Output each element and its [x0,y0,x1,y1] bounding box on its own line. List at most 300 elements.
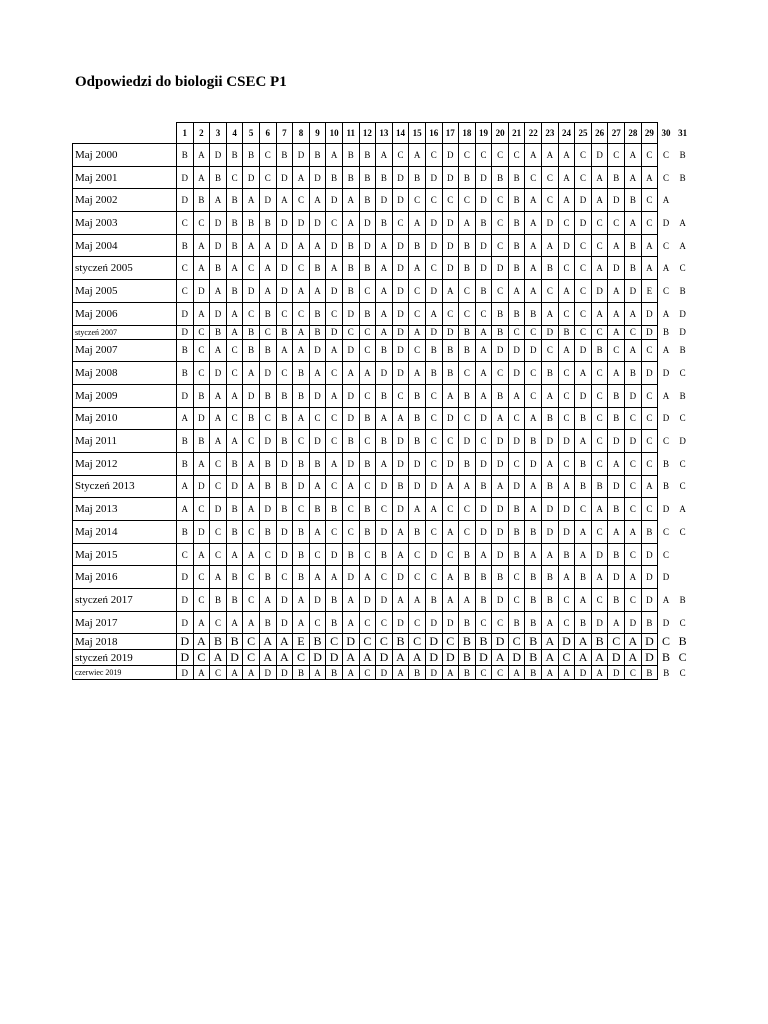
answer-cell: D [342,407,359,430]
answer-cell: A [226,543,243,566]
question-number: 2 [193,123,210,144]
answer-cell: B [508,521,525,544]
answer-cell: D [558,498,575,521]
answer-cell: D [392,257,409,280]
answer-cell: A [575,362,592,385]
answer-cell: D [210,212,227,235]
answer-cell: D [508,430,525,453]
header-corner [73,123,177,144]
answer-cell: A [608,280,625,303]
table-row [73,566,691,589]
answer-cell: A [409,144,426,167]
answer-cell: D [591,543,608,566]
answer-cell: B [226,589,243,612]
answer-cell: A [425,302,442,325]
answer-cell: C [459,407,476,430]
answer-cell: A [525,475,542,498]
question-number: 13 [376,123,393,144]
answer-cell: C [662,634,671,649]
answer-cell: D [641,325,658,339]
answer-cell: C [226,166,243,189]
answer-cell: B [679,172,686,183]
answer-cell: A [259,234,276,257]
answer-cell: D [662,504,670,515]
answer-cell: D [177,611,194,634]
answer-cell: A [508,666,525,680]
answer-cell: A [558,166,575,189]
answer-cell: C [210,611,227,634]
answer-cell: C [679,667,686,678]
answer-cell: A [591,302,608,325]
answer-cell: C [210,452,227,475]
answer-cell: D [475,498,492,521]
answer-cell: C [326,430,343,453]
answer-cell: D [259,189,276,212]
answer-cell: C [409,566,426,589]
answer-cell: B [259,339,276,362]
answer-cell: A [475,339,492,362]
answer-cell: B [542,407,559,430]
answer-cell: D [243,280,260,303]
answer-cell: B [342,257,359,280]
answer-cell: C [459,144,476,167]
answer-cell: B [177,521,194,544]
answer-cell: C [425,452,442,475]
answer-cell: D [492,430,509,453]
answer-cell: C [259,325,276,339]
answer-cell: D [442,611,459,634]
question-number: 12 [359,123,376,144]
answer-cell: B [525,634,542,650]
answer-cell: A [177,475,194,498]
answer-cell: B [326,666,343,680]
answer-cell: B [293,362,310,385]
answer-cell: B [508,302,525,325]
answer-cell: A [442,475,459,498]
answer-cell: C [342,498,359,521]
answer-cell: B [276,475,293,498]
answer-cell: D [492,452,509,475]
answer-cell: B [475,589,492,612]
answer-cell: D [442,452,459,475]
answer-cell: A [558,339,575,362]
answer-cell: A [243,666,260,680]
answer-cell: B [359,452,376,475]
answer-cell: A [625,650,642,666]
answer-cell: B [492,566,509,589]
answer-cell: A [210,407,227,430]
answer-cell: A [376,280,393,303]
question-number: 3 [210,123,227,144]
answer-cell: B [342,543,359,566]
answer-cell: A [591,257,608,280]
answer-cell: C [342,325,359,339]
answer-cell: C [608,339,625,362]
answer-cell: A [542,634,559,650]
answer-cell: C [193,498,210,521]
answer-cell: D [492,521,509,544]
answer-cell: A [542,650,559,666]
table-row [73,430,691,453]
question-number: 27 [608,123,625,144]
answer-cell: C [442,430,459,453]
question-number: 4 [226,123,243,144]
answer-cell: D [276,521,293,544]
answer-cell: C [608,212,625,235]
answer-cell: C [226,407,243,430]
answer-cell: B [525,521,542,544]
answer-cell: B [508,257,525,280]
answer-cell: D [392,166,409,189]
answer-cell: C [425,257,442,280]
answer-cell: D [326,234,343,257]
answer-cell: D [442,407,459,430]
answer-cell: C [558,212,575,235]
answer-cell: C [193,566,210,589]
answer-cell: C [459,280,476,303]
answer-cell: B [641,666,658,680]
answer-cell: A [591,650,608,666]
exam-session-label: Maj 2012 [73,452,177,475]
answer-cell: B [177,362,194,385]
answer-cell: C [342,521,359,544]
answer-cell: C [359,384,376,407]
answer-cell: B [226,280,243,303]
answer-cell: B [508,189,525,212]
answer-cell: B [591,339,608,362]
answer-cell: C [663,436,670,447]
answer-cell: A [210,384,227,407]
answer-cell: A [226,302,243,325]
answer-cell: D [558,521,575,544]
answer-cell: C [409,302,426,325]
answer-cell: C [442,634,459,650]
answer-cell: D [376,362,393,385]
answer-cell: A [591,189,608,212]
answer-cell: D [392,339,409,362]
answer-cell: C [625,475,642,498]
answer-cell: D [392,280,409,303]
answer-cell: D [492,543,509,566]
answer-cell: D [326,543,343,566]
answer-cell: B [591,634,608,650]
answer-cell: B [542,566,559,589]
answer-cell: B [226,566,243,589]
answer-cell: A [342,650,359,666]
answer-cell: B [309,302,326,325]
table-row [73,666,691,680]
answer-cell: A [679,504,686,515]
answer-cell: C [359,611,376,634]
answer-cell: C [525,325,542,339]
answer-cell: A [392,666,409,680]
answer-cell: B [575,566,592,589]
answer-cell: D [492,634,509,650]
answer-cell: B [293,384,310,407]
answer-cell: B [409,407,426,430]
answer-cell: D [425,666,442,680]
answer-cell: C [492,189,509,212]
answer-cell: A [193,166,210,189]
answer-cell: A [591,566,608,589]
answer-cell: D [442,650,459,666]
answer-cell: B [525,666,542,680]
answer-cell: A [442,589,459,612]
answer-cell: D [425,543,442,566]
answer-cell: B [492,325,509,339]
answer-cell: C [508,634,525,650]
answer-cell: C [359,430,376,453]
exam-session-label: Maj 2006 [73,302,177,325]
answer-cell: D [475,234,492,257]
answer-cell: D [442,212,459,235]
question-number: 1 [177,123,194,144]
answer-cell: A [679,240,686,251]
answer-cell: D [193,407,210,430]
answer-cell: A [442,280,459,303]
answer-cell: C [293,498,310,521]
answer-cell: A [625,339,642,362]
answer-cell: C [641,339,658,362]
answer-cell: C [442,189,459,212]
answer-cell: C [276,362,293,385]
answer-cell: A [309,362,326,385]
answer-cell: C [591,212,608,235]
answer-cell: B [508,543,525,566]
answer-cell: D [309,384,326,407]
answer-cell: C [558,384,575,407]
exam-session-label: Maj 2017 [73,611,177,634]
answer-cell: D [475,257,492,280]
answer-cell: C [326,407,343,430]
question-number: 6 [259,123,276,144]
answer-cell: C [475,302,492,325]
answer-cell: A [359,566,376,589]
exam-session-label: Maj 2007 [73,339,177,362]
answer-cell: B [226,634,243,650]
answer-cell: B [525,566,542,589]
table-row [73,280,691,303]
answer-cell: B [679,285,686,296]
answer-cell: A [475,325,492,339]
answer-cell: B [641,611,658,634]
answer-cell: B [376,384,393,407]
answer-cell: B [276,498,293,521]
answer-cell: D [591,280,608,303]
answer-cell: D [342,339,359,362]
answer-cell: D [359,234,376,257]
answer-cell: B [226,498,243,521]
answer-cell: B [293,666,310,680]
answer-cell: A [342,189,359,212]
answer-cell: B [342,280,359,303]
exam-session-label: Maj 2014 [73,521,177,544]
answer-cell: D [508,650,525,666]
answer-cell: D [575,666,592,680]
answer-cell: B [359,407,376,430]
answer-cell: D [425,325,442,339]
answer-cell: B [625,189,642,212]
answer-cell: C [359,280,376,303]
answer-cell: B [459,339,476,362]
question-number: 5 [243,123,260,144]
question-number: 29 [641,123,658,144]
answer-cell: B [409,234,426,257]
answer-cell: A [409,650,426,666]
answer-cell: A [276,650,293,666]
exam-session-label: Maj 2008 [73,362,177,385]
exam-session-label: Maj 2001 [73,166,177,189]
answer-cell: D [276,234,293,257]
answer-cell: C [492,212,509,235]
answer-cell: B [409,521,426,544]
answer-cell: C [492,666,509,680]
answer-cell: A [210,189,227,212]
answer-cell: C [542,189,559,212]
answer-cell: C [243,650,260,666]
question-number: 17 [442,123,459,144]
answer-cell: C [326,521,343,544]
answer-cell: C [679,458,686,469]
exam-session-label: Maj 2000 [73,144,177,167]
answer-cell: A [608,362,625,385]
answer-cell: C [641,498,658,521]
answer-cell: D [226,475,243,498]
answer-cell: D [276,212,293,235]
answer-cell: C [558,407,575,430]
answer-cell: B [641,521,658,544]
answer-cell: B [442,362,459,385]
answer-cell: A [641,166,658,189]
answer-cell: B [508,166,525,189]
answer-cell: C [392,212,409,235]
question-number: 15 [409,123,426,144]
exam-session-label: styczeń 2007 [73,325,177,339]
answer-cell: C [679,413,686,424]
answer-cell: D [558,234,575,257]
answer-cell: A [309,280,326,303]
answer-cell: A [662,195,670,206]
answer-cell: B [259,521,276,544]
answer-cell: D [376,475,393,498]
answer-cell: A [276,634,293,650]
answer-cell: D [376,521,393,544]
answer-cell: B [492,166,509,189]
answer-cell: D [376,666,393,680]
answer-cell: A [309,521,326,544]
answer-cell: A [376,257,393,280]
answer-cell: B [226,144,243,167]
question-number: 21 [508,123,525,144]
answer-cell: D [425,611,442,634]
answer-cell: A [442,384,459,407]
answer-cell: C [508,589,525,612]
answer-cell: D [210,498,227,521]
answer-cell: B [475,634,492,650]
answer-cell: B [409,666,426,680]
answer-cell: C [425,430,442,453]
answer-cell: A [309,234,326,257]
answer-cell: B [259,212,276,235]
answer-cell: D [525,452,542,475]
answer-cell: C [210,543,227,566]
answer-cell: D [442,166,459,189]
answer-cell: A [525,234,542,257]
answer-cell: C [591,325,608,339]
answer-cell: A [662,594,670,605]
answer-cell: D [193,280,210,303]
answer-cell: A [259,257,276,280]
answer-cell: A [177,498,194,521]
answer-cell: A [542,666,559,680]
answer-cell: B [663,458,670,469]
answer-cell: B [359,521,376,544]
question-number: 22 [525,123,542,144]
answer-cell: D [376,650,393,666]
answer-cell: C [243,566,260,589]
answer-cell: B [259,452,276,475]
answer-cell: B [259,611,276,634]
exam-session-label: Maj 2015 [73,543,177,566]
answer-cell: D [425,280,442,303]
answer-cell: B [226,212,243,235]
exam-session-label: czerwiec 2019 [73,666,177,680]
answer-cell: C [591,234,608,257]
answer-cell: A [641,257,658,280]
answer-cell: A [608,302,625,325]
answer-cell: C [508,325,525,339]
answer-cell: C [558,650,575,666]
answer-cell: C [663,149,670,160]
answer-cell: B [293,543,310,566]
table-row [73,325,691,339]
answer-cell: D [259,362,276,385]
answer-cell: B [678,634,687,649]
answer-cell: C [591,384,608,407]
answer-cell: D [625,384,642,407]
answer-cell: B [259,475,276,498]
question-number: 31 [678,128,688,138]
answer-cell: A [542,384,559,407]
answer-cell: B [459,566,476,589]
answer-cell: B [276,144,293,167]
answer-cell: C [591,452,608,475]
question-number: 26 [591,123,608,144]
answer-cell: A [293,280,310,303]
answer-cell: A [259,280,276,303]
answer-cell: A [243,611,260,634]
answer-cell: B [326,498,343,521]
table-row [73,611,691,634]
answer-cell: C [276,566,293,589]
answer-cell: B [459,166,476,189]
answer-cell: A [193,611,210,634]
answer-cell: B [309,452,326,475]
answer-cell: B [591,475,608,498]
answer-cell: A [625,302,642,325]
answer-cell: D [459,430,476,453]
answer-cell: D [243,166,260,189]
answer-cell: A [193,257,210,280]
answer-cell: A [475,362,492,385]
answer-cell: B [425,339,442,362]
answer-cell: D [309,339,326,362]
answer-cell: C [177,257,194,280]
answer-cell: A [259,634,276,650]
answer-cell: B [392,475,409,498]
answer-cell: C [442,302,459,325]
answer-cell: B [293,521,310,544]
